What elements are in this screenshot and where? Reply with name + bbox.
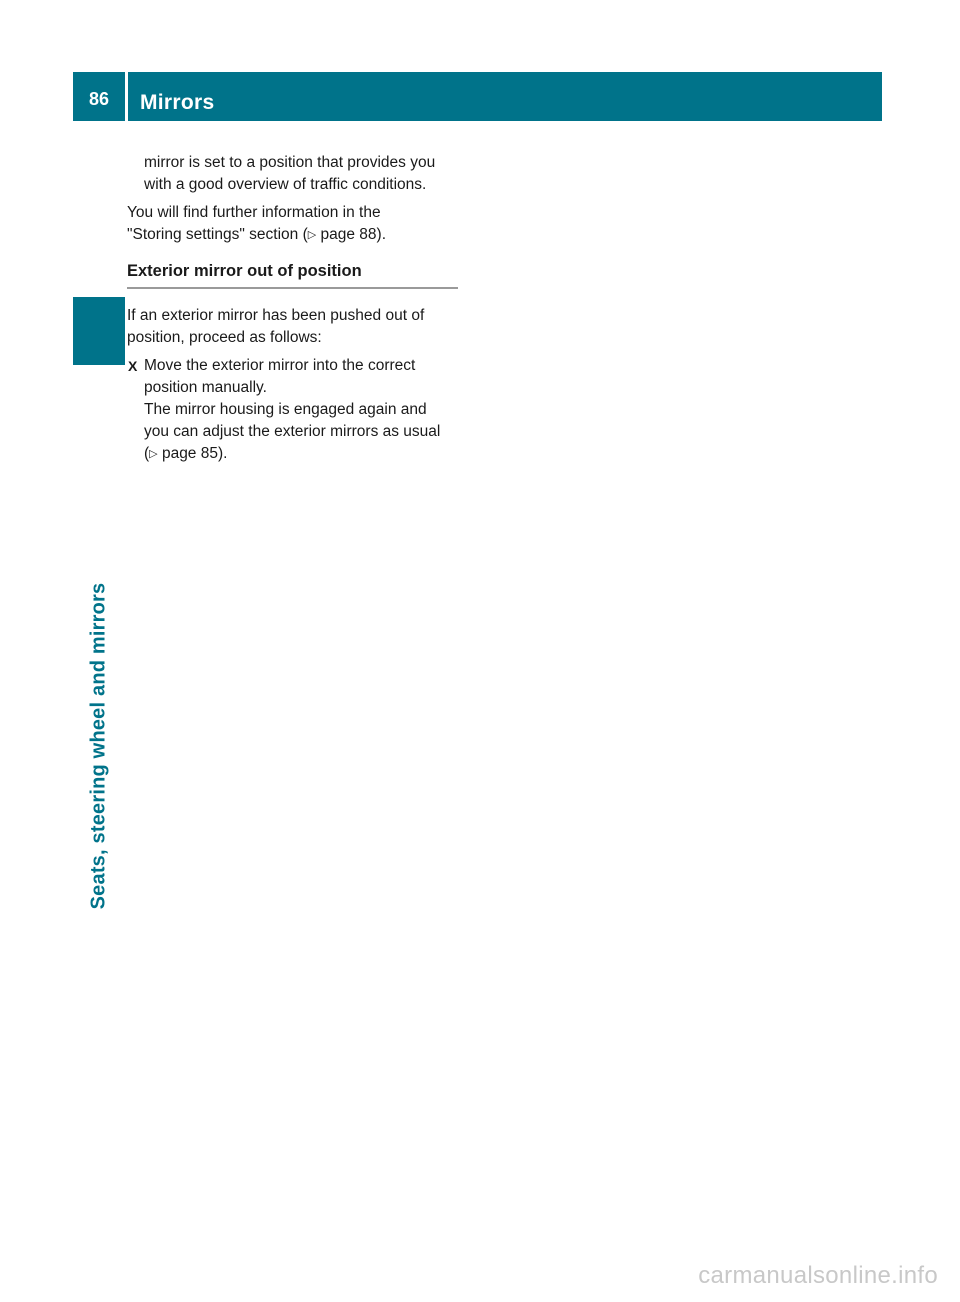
text-line: position manually. xyxy=(144,379,267,396)
text-line: The mirror housing is engaged again and xyxy=(144,401,427,418)
instruction-step xyxy=(127,355,462,465)
section-heading: Exterior mirror out of position xyxy=(127,260,458,289)
text-line: ( xyxy=(144,445,150,462)
step-marker-icon: X xyxy=(128,358,138,374)
text-line: you can adjust the exterior mirrors as usual xyxy=(144,423,441,440)
text-line: position, proceed as follows: xyxy=(127,329,322,346)
watermark: carmanualsonline.info xyxy=(698,1262,938,1289)
paragraph-further-info xyxy=(127,202,462,246)
main-content xyxy=(127,152,462,465)
page-reference-icon: ▷ xyxy=(149,448,158,460)
text-line: Move the exterior mirror into the correct xyxy=(144,357,416,374)
paragraph-intro xyxy=(127,305,462,349)
text-line: You will find further information in the xyxy=(127,204,381,221)
side-tab-block xyxy=(73,297,125,365)
page-number: 86 xyxy=(73,72,125,121)
text-line: with a good overview of traffic conditions. xyxy=(144,176,427,193)
page-title: Mirrors xyxy=(140,91,215,114)
side-section-label: Seats, steering wheel and mirrors xyxy=(87,582,110,910)
page-reference-icon: ▷ xyxy=(307,229,317,241)
text-line: If an exterior mirror has been pushed out of xyxy=(127,307,425,324)
page-reference-link[interactable]: page 88). xyxy=(316,226,387,243)
page-reference-link[interactable]: page 85). xyxy=(157,445,228,462)
text-line: "Storing settings" section ( xyxy=(127,226,308,243)
text-line: mirror is set to a position that provides you xyxy=(144,154,436,171)
paragraph-continued xyxy=(127,152,462,196)
header-divider xyxy=(125,72,128,121)
